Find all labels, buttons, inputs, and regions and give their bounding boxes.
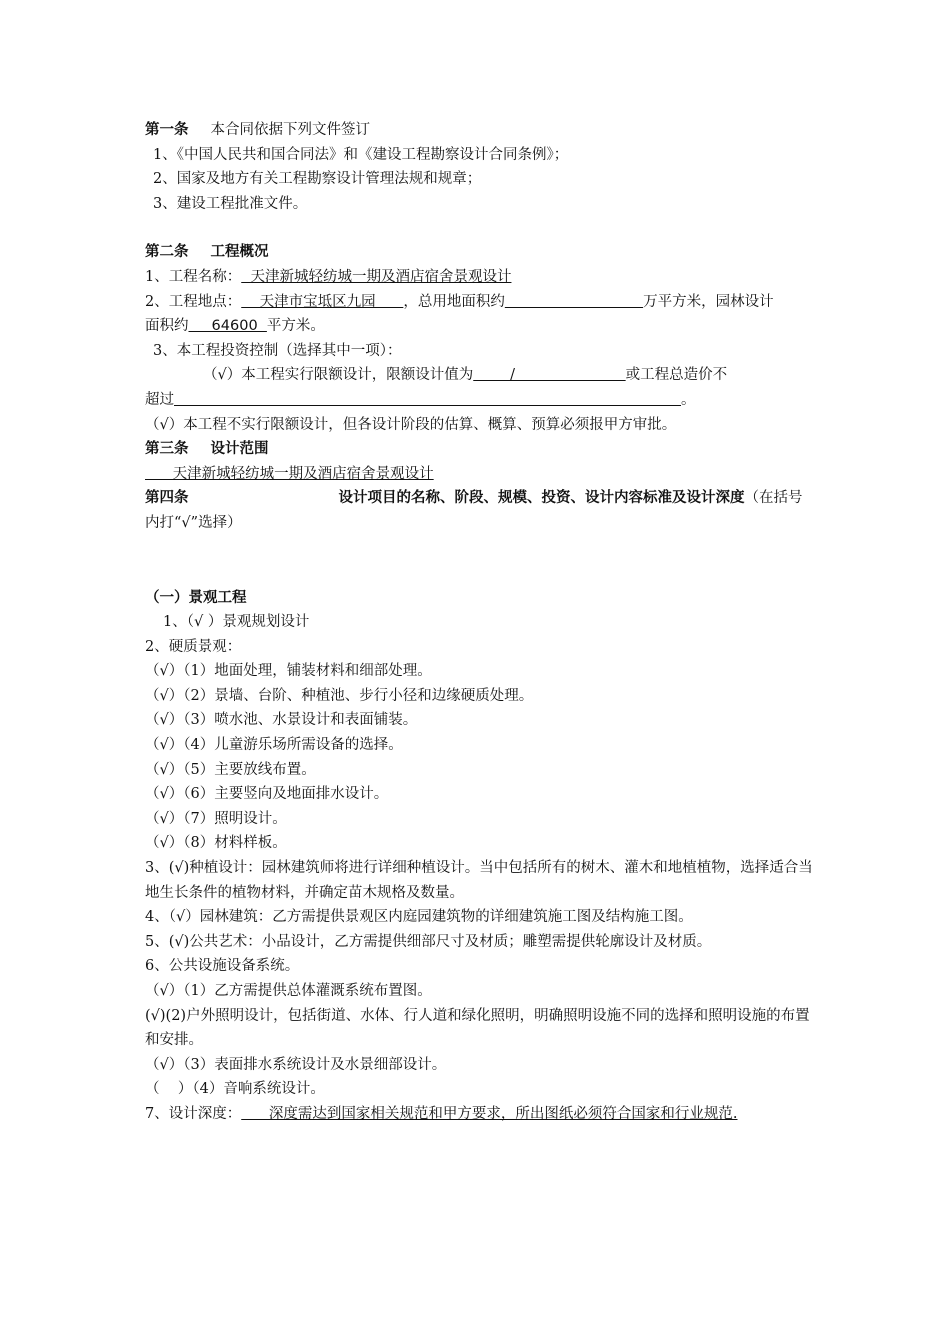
facility-item: （√）（1）乙方需提供总体灌溉系统布置图。	[145, 983, 432, 999]
limit-design-text-2: 或工程总造价不	[625, 367, 728, 384]
no-limit-text: 本工程不实行限额设计，但各设计阶段的估算、概算、预算必须报甲方审批。	[183, 416, 677, 433]
total-area-blank	[505, 294, 643, 310]
project-name-line	[145, 265, 815, 290]
landscape-item-4: 4、（√）园林建筑：乙方需提供景观区内庭园建筑物的详细建筑施工图及结构施工图。	[145, 909, 693, 926]
project-name-label: 1、工程名称：	[145, 268, 242, 285]
article-4-note-a: （在括号	[744, 490, 803, 507]
design-depth-line	[145, 1102, 815, 1127]
no-limit-check: （√）	[145, 416, 184, 433]
article-2-title: 工程概况	[210, 243, 269, 261]
project-name-value: 天津新城轻纺城一期及酒店宿舍景观设计	[241, 268, 512, 285]
design-depth-label: 7、设计深度：	[145, 1105, 242, 1122]
article-2-heading: 第二条	[145, 243, 189, 261]
article-4-title: 设计项目的名称、阶段、规模、投资、设计内容标准及设计深度	[338, 489, 745, 507]
limit-cap-end: 。	[681, 391, 696, 408]
article-3-heading-line	[145, 437, 815, 462]
article-4-note-b: 内打“√”选择）	[145, 514, 242, 531]
hardscape-item: （√）（8）材料样板。	[145, 835, 287, 852]
facility-item: （ ）（4）音响系统设计。	[145, 1081, 325, 1098]
hardscape-item: （√）（4）儿童游乐场所需设备的选择。	[145, 737, 403, 754]
limit-cap-label: 超过	[145, 391, 174, 408]
green-area-label: 面积约	[145, 318, 189, 335]
limit-design-text: 本工程实行限额设计，限额设计值为	[241, 367, 474, 384]
green-area-line	[145, 314, 815, 339]
article-3-title: 设计范围	[210, 440, 269, 458]
design-depth-value: 深度需达到国家相关规范和甲方要求，所出图纸必须符合国家和行业规范.	[241, 1105, 738, 1122]
landscape-item-1: 1、（√ ）景观规划设计	[163, 614, 310, 631]
landscape-item-6: 6、公共设施设备系统。	[145, 958, 300, 975]
investment-control-title: 3、本工程投资控制（选择其中一项）：	[153, 342, 402, 359]
article-1-item-1: 1、《中国人民共和国合同法》和《建设工程勘察设计合同条例》；	[153, 146, 569, 163]
article-1-item-3: 3、建设工程批准文件。	[153, 195, 308, 212]
limit-cap-blank	[174, 392, 681, 408]
limit-design-line-2	[145, 388, 815, 413]
project-location-line	[145, 290, 815, 315]
landscape-item-3: 3、(√)种植设计：园林建筑师将进行详细种植设计。当中包括所有的树木、灌木和地植植物，选择适合当地生长条件的植物材料，并确定苗木规格及数量。	[145, 860, 813, 901]
landscape-item-5: 5、(√)公共艺术：小品设计，乙方需提供细部尺寸及材质；雕塑需提供轮廓设计及材质。	[145, 933, 712, 950]
no-limit-option-line	[145, 413, 815, 438]
article-4-heading: 第四条	[145, 489, 189, 507]
landscape-item-2: 2、硬质景观：	[145, 638, 242, 655]
hardscape-item: （√）（1）地面处理，铺装材料和细部处理。	[145, 663, 432, 680]
hardscape-item: （√）（2）景墙、台阶、种植池、步行小径和边缘硬质处理。	[145, 687, 534, 704]
green-area-value: 64600	[188, 318, 267, 335]
hardscape-item: （√）（7）照明设计。	[145, 810, 287, 827]
facility-item: (√)(2)户外照明设计，包括街道、水体、行人道和绿化照明，明确照明设施不同的选择和照明设施的布置和安排。	[145, 1007, 810, 1049]
limit-design-option-line	[145, 363, 815, 388]
total-area-unit: 万平方米，园林设计	[643, 293, 774, 310]
project-location-value: 天津市宝坻区九园	[241, 293, 404, 310]
total-area-label: ，总用地面积约	[403, 293, 505, 310]
project-location-label: 2、工程地点：	[145, 293, 242, 310]
hardscape-item: （√）（3）喷水池、水景设计和表面铺装。	[145, 712, 418, 729]
hardscape-item: （√）（6）主要竖向及地面排水设计。	[145, 786, 389, 803]
article-1-title: 本合同依据下列文件签订	[210, 122, 370, 138]
hardscape-item: （√）（5）主要放线布置。	[145, 761, 316, 778]
green-area-unit: 平方米。	[266, 318, 325, 335]
article-3-heading: 第三条	[145, 440, 189, 458]
article-4-heading-line	[145, 486, 815, 535]
limit-design-value: /	[473, 367, 626, 384]
design-scope-value: 天津新城轻纺城一期及酒店宿舍景观设计	[145, 465, 434, 482]
contract-body	[145, 118, 815, 1127]
limit-design-check: （√）	[203, 367, 242, 384]
article-1-item-2: 2、国家及地方有关工程勘察设计管理法规和规章；	[153, 171, 482, 188]
facility-item: （√）（3）表面排水系统设计及水景细部设计。	[145, 1056, 447, 1073]
landscape-section-title: （一）景观工程	[145, 588, 247, 606]
article-2-heading-line	[145, 240, 815, 265]
article-1-heading-line	[145, 118, 815, 143]
article-1-heading: 第一条	[145, 121, 189, 138]
design-scope-line	[145, 462, 815, 487]
